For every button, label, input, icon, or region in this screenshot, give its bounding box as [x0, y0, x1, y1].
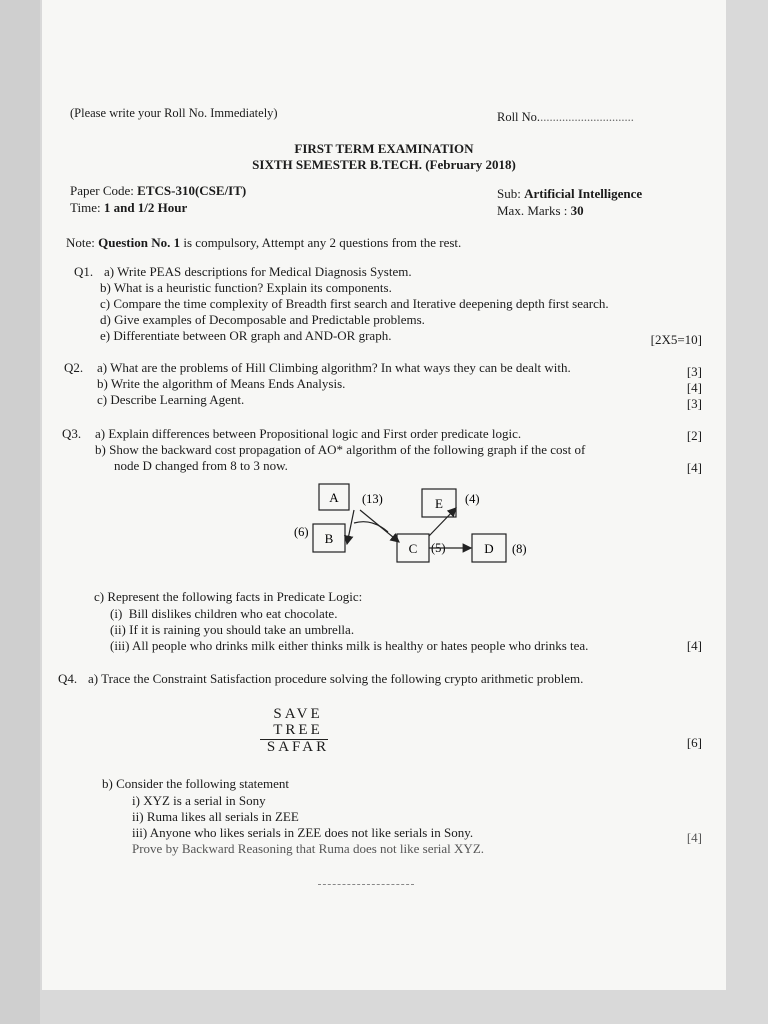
q3-part-c: c) Represent the following facts in Predicate Logic: [94, 589, 363, 604]
q3-part-b-continuation: node D changed from 8 to 3 now. [114, 458, 288, 473]
q4-part-b-marks: [4] [686, 830, 702, 845]
q3-fact-1: (i) Bill dislikes children who eat chocolate. [110, 606, 338, 621]
svg-text:E: E [435, 496, 443, 511]
crypto-row-2: TREE [273, 722, 323, 738]
graph-node-c-cost: (5) [431, 541, 446, 555]
graph-node-d [472, 534, 506, 562]
svg-text:A: A [329, 490, 339, 505]
q2-part-b-marks: [4] [686, 380, 702, 395]
max-marks [497, 203, 584, 219]
q4-statement-1: i) XYZ is a serial in Sony [132, 793, 266, 808]
q1-label: Q1. [74, 264, 94, 279]
graph-node-a [319, 484, 349, 510]
q4-prove-instruction: Prove by Backward Reasoning that Ruma does not like serial XYZ. [132, 841, 485, 856]
q3-part-b: b) Show the backward cost propagation of AO* algorithm of the following graph if the cost of [95, 442, 586, 457]
q2-part-a: a) What are the problems of Hill Climbing algorithm? In what ways they can be dealt with. [97, 360, 571, 375]
q1-part-e: e) Differentiate between OR graph and AND-OR graph. [100, 328, 392, 343]
q1-part-a: a) Write PEAS descriptions for Medical Diagnosis System. [104, 264, 412, 279]
q1-part-c: c) Compare the time complexity of Breadth first search and Iterative deepening depth first search. [100, 296, 609, 311]
q4-part-a: a) Trace the Constraint Satisfaction procedure solving the following crypto arithmetic problem. [88, 671, 584, 686]
q3-fact-3: (iii) All people who drinks milk either thinks milk is healthy or hates people who drinks tea. [110, 638, 589, 653]
q1-marks: [2X5=10] [650, 332, 702, 347]
end-of-paper-line [318, 884, 414, 885]
q3-part-c-marks: [4] [686, 638, 702, 653]
q4-statement-3: iii) Anyone who likes serials in ZEE does not like serials in Sony. [132, 825, 474, 840]
note-text: is compulsory, Attempt any 2 questions from the rest. [183, 235, 462, 250]
paper-code-label: Paper Code: [70, 183, 134, 198]
exam-paper-sheet [42, 0, 726, 990]
subject-value: Artificial Intelligence [524, 186, 643, 201]
max-marks-label: Max. Marks : [497, 203, 568, 218]
q2-part-a-marks: [3] [686, 364, 702, 379]
exam-duration [70, 200, 187, 216]
and-arc-b-c [354, 522, 388, 532]
graph-node-a-cost: (13) [362, 492, 383, 506]
roll-number-blank: .............................. [540, 110, 634, 124]
q3-fact-2: (ii) If it is raining you should take an umbrella. [110, 622, 355, 637]
edge-c-to-e [429, 508, 456, 536]
q3-part-b-marks: [4] [686, 460, 702, 475]
note-compulsory-question: Question No. 1 [98, 235, 181, 250]
edge-a-to-b [347, 510, 354, 544]
max-marks-value: 30 [570, 203, 584, 218]
graph-node-b-cost: (6) [294, 525, 309, 539]
scan-background-edge [0, 0, 40, 1024]
graph-node-c [397, 534, 429, 562]
roll-number-label: Roll No. [497, 110, 541, 124]
roll-number-field [497, 110, 634, 125]
q2-part-c-marks: [3] [686, 396, 702, 411]
time-label: Time: [70, 200, 101, 215]
graph-node-d-cost: (8) [512, 542, 527, 556]
graph-node-b [313, 524, 345, 552]
exam-semester: SIXTH SEMESTER B.TECH. (February 2018) [252, 157, 516, 172]
crypto-row-1: SAVE [273, 706, 323, 722]
q2-part-c: c) Describe Learning Agent. [97, 392, 245, 407]
svg-text:C: C [408, 541, 418, 556]
time-value: 1 and 1/2 Hour [103, 200, 188, 215]
q1-part-d: d) Give examples of Decomposable and Predictable problems. [100, 312, 425, 327]
q2-label: Q2. [64, 360, 84, 375]
roll-number-instruction: (Please write your Roll No. Immediately) [70, 106, 278, 120]
q4-part-a-marks: [6] [686, 735, 702, 750]
subject [497, 186, 642, 202]
q3-part-a: a) Explain differences between Propositional logic and First order predicate logic. [95, 426, 522, 441]
crypto-result: SAFAR [266, 739, 330, 755]
graph-node-e-cost: (4) [465, 492, 480, 506]
q4-statement-2: ii) Ruma likes all serials in ZEE [132, 809, 299, 824]
q4-label: Q4. [58, 671, 78, 686]
exam-title: FIRST TERM EXAMINATION [294, 141, 474, 156]
note-label: Note: [66, 235, 95, 250]
subject-label: Sub: [497, 186, 521, 201]
paper-code [70, 183, 246, 199]
q1-part-b: b) What is a heuristic function? Explain its components. [100, 280, 392, 295]
svg-text:D: D [484, 541, 494, 556]
paper-code-value: ETCS-310(CSE/IT) [137, 183, 247, 198]
q4-part-b: b) Consider the following statement [102, 776, 290, 791]
exam-note [66, 235, 461, 251]
svg-text:B: B [324, 531, 334, 546]
ao-star-graph [242, 478, 542, 578]
q2-part-b: b) Write the algorithm of Means Ends Analysis. [97, 376, 346, 391]
q3-label: Q3. [62, 426, 82, 441]
q3-part-a-marks: [2] [686, 428, 702, 443]
